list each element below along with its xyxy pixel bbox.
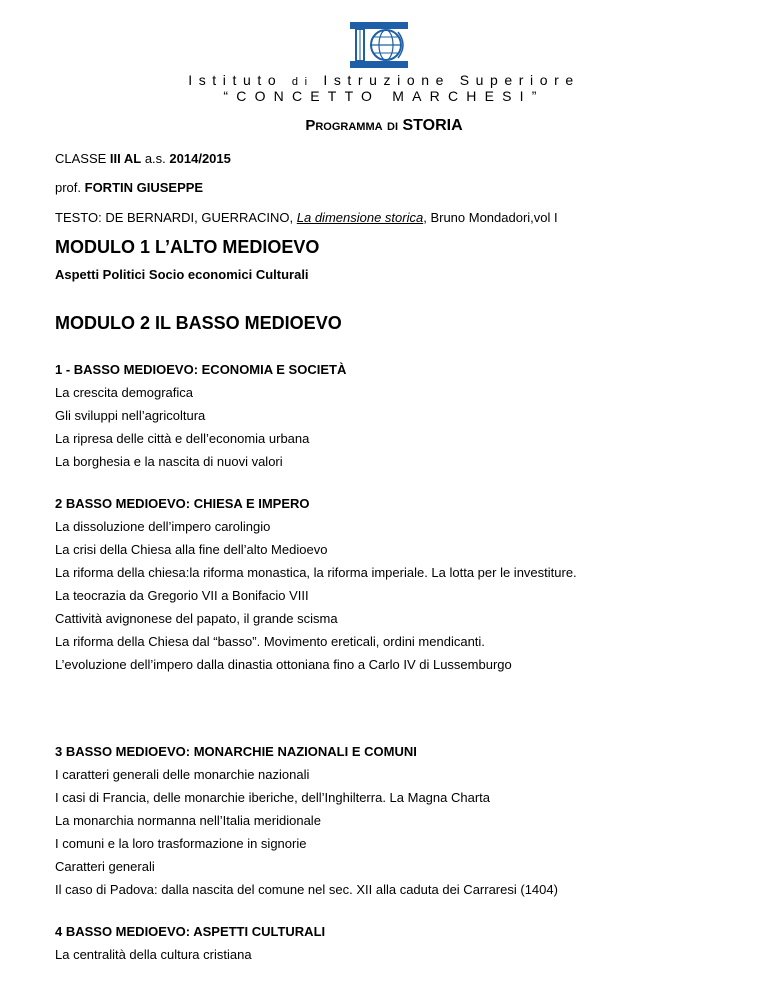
textbook-info: TESTO: DE BERNARDI, GUERRACINO, La dimensione storica, Bruno Mondadori,vol I (55, 210, 558, 225)
section-4-title: 4 BASSO MEDIOEVO: ASPETTI CULTURALI (55, 924, 326, 939)
list-item: I casi di Francia, delle monarchie iberiche, dell’Inghilterra. La Magna Charta (55, 790, 490, 805)
list-item: La ripresa delle città e dell’economia urbana (55, 431, 310, 446)
list-item: Gli sviluppi nell’agricoltura (55, 408, 206, 423)
list-item: I comuni e la loro trasformazione in signorie (55, 836, 307, 851)
list-item: I caratteri generali delle monarchie nazionali (55, 767, 310, 782)
list-item: La teocrazia da Gregorio VII a Bonifacio VIII (55, 588, 309, 603)
list-item: Caratteri generali (55, 859, 155, 874)
list-item: La monarchia normanna nell’Italia meridionale (55, 813, 321, 828)
list-item: Cattività avignonese del papato, il grande scisma (55, 611, 338, 626)
school-name (0, 72, 768, 88)
list-item: La crisi della Chiesa alla fine dell’alto Medioevo (55, 542, 328, 557)
list-item: L’evoluzione dell’impero dalla dinastia ottoniana fino a Carlo IV di Lussemburgo (55, 657, 512, 672)
list-item: La dissoluzione dell’impero carolingio (55, 519, 271, 534)
page-title: PROGRAMMA DI STORIA (305, 117, 463, 134)
list-item: La crescita demografica (55, 385, 194, 400)
class-info: CLASSE III AL a.s. 2014/2015 (55, 151, 231, 166)
list-item: La riforma della chiesa:la riforma monastica, la riforma imperiale. La lotta per le investiture. (55, 565, 577, 580)
list-item: Il caso di Padova: dalla nascita del comune nel sec. XII alla caduta dei Carraresi (1404) (55, 882, 558, 897)
module-1-subtitle: Aspetti Politici Socio economici Culturali (55, 267, 309, 282)
list-item: La riforma della Chiesa dal “basso”. Movimento ereticali, ordini mendicanti. (55, 634, 485, 649)
section-3-title: 3 BASSO MEDIOEVO: MONARCHIE NAZIONALI E COMUNI (55, 744, 417, 759)
section-1-title: 1 - BASSO MEDIOEVO: ECONOMIA E SOCIETÀ (55, 362, 347, 377)
school-word-3: Istruzione (323, 72, 451, 88)
school-word-1: Istituto (188, 72, 283, 88)
section-2-title: 2 BASSO MEDIOEVO: CHIESA E IMPERO (55, 496, 310, 511)
list-item: La centralità della cultura cristiana (55, 947, 252, 962)
module-2-title: MODULO 2 IL BASSO MEDIOEVO (55, 313, 342, 333)
module-1-title: MODULO 1 L’ALTO MEDIOEVO (55, 237, 320, 257)
institute-logo-icon (344, 20, 414, 70)
school-word-4: Superiore (459, 72, 580, 88)
professor-info: prof. FORTIN GIUSEPPE (55, 180, 204, 195)
school-subtitle: “CONCETTO MARCHESI” (223, 88, 545, 104)
textbook-title: La dimensione storica (296, 210, 424, 225)
school-word-2: di (291, 76, 314, 88)
list-item: La borghesia e la nascita di nuovi valori (55, 454, 283, 469)
